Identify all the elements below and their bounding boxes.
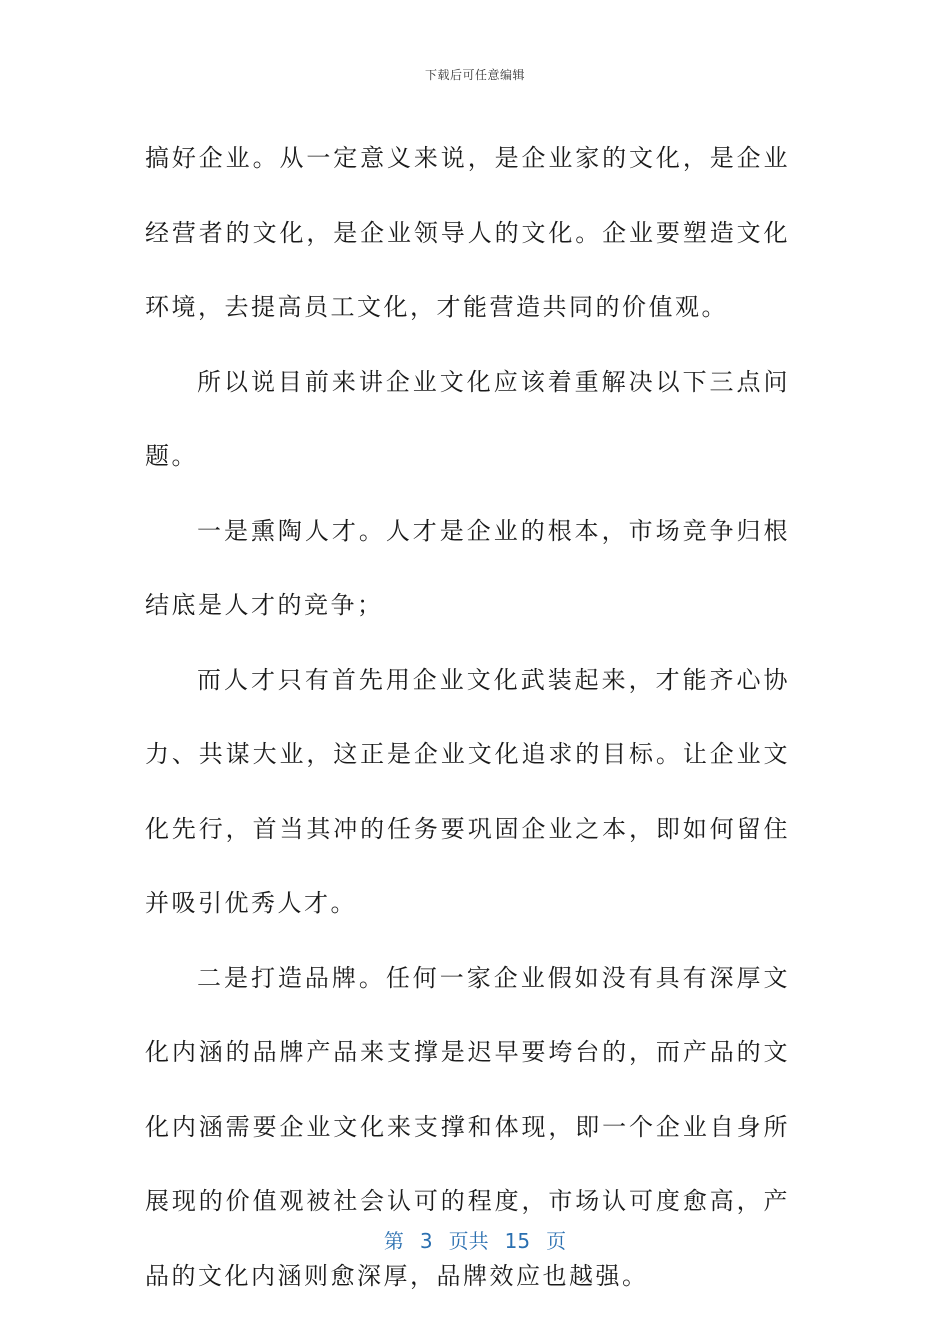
footer-suffix: 页 — [546, 1229, 567, 1253]
document-body — [145, 121, 790, 1313]
footer-prefix: 第 — [383, 1229, 404, 1253]
paragraph-2: 所以说目前来讲企业文化应该着重解决以下三点问题。 — [145, 367, 790, 470]
footer-total-pages: 15 — [504, 1229, 531, 1253]
page-header: 下载后可任意编辑 — [424, 68, 525, 82]
paragraph-1: 搞好企业。从一定意义来说，是企业家的文化，是企业经营者的文化，是企业领导人的文化。企业要塑造文化环境，去提高员工文化，才能营造共同的价值观。 — [145, 144, 790, 321]
paragraph-3: 一是熏陶人才。人才是企业的根本，市场竞争归根结底是人才的竞争； — [145, 516, 790, 619]
footer-current-page: 3 — [419, 1229, 433, 1253]
page-footer — [0, 1225, 950, 1254]
paragraph-4: 而人才只有首先用企业文化武装起来，才能齐心协力、共谋大业，这正是企业文化追求的目标。让企业文化先行，首当其冲的任务要巩固企业之本，即如何留住并吸引优秀人才。 — [145, 665, 790, 917]
footer-middle: 页共 — [448, 1229, 489, 1253]
paragraph-5: 二是打造品牌。任何一家企业假如没有具有深厚文化内涵的品牌产品来支撑是迟早要垮台的，而产品的文化内涵需要企业文化来支撑和体现，即一个企业自身所展现的价值观被社会认可的程度，市场认可度愈高，产品的文化内涵则愈深厚，品牌效应也越强。 — [145, 963, 790, 1290]
